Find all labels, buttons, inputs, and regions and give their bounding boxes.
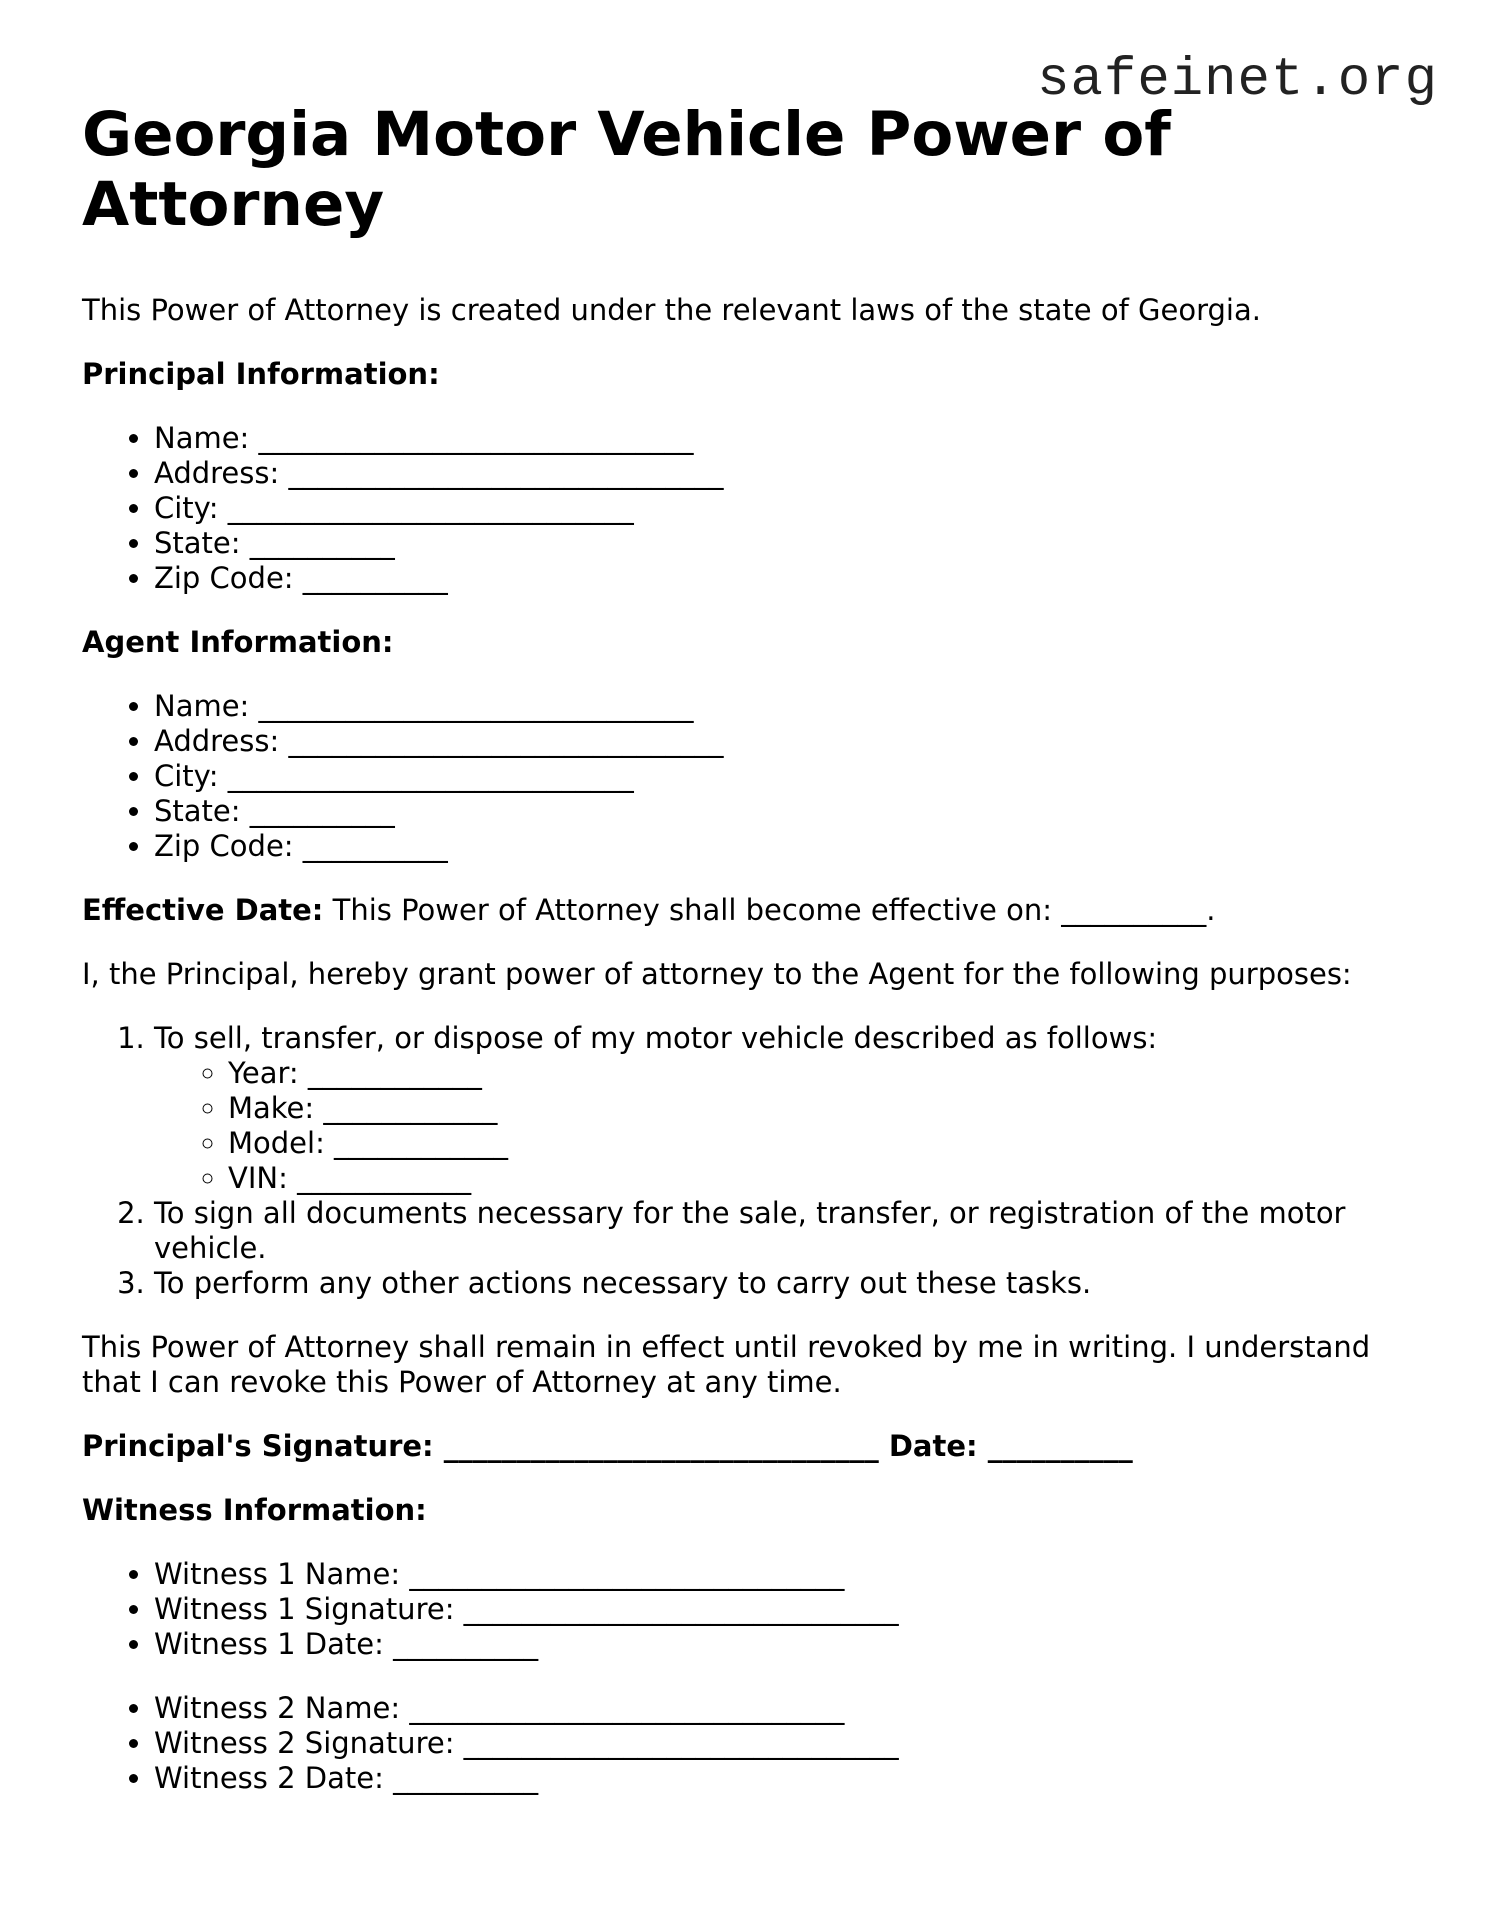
vehicle-year-field: ◦ Year: ____________ [228,1056,1412,1091]
vehicle-make-field: ◦ Make: ____________ [228,1091,1412,1126]
agent-name-field: • Name: ______________________________ [154,689,1412,724]
witness-heading: Witness Information: [82,1493,427,1527]
purpose-item-3: 3. To perform any other actions necessary to carry out these tasks. [154,1266,1412,1301]
witness-2-date-field: • Witness 2 Date: __________ [154,1761,1412,1796]
vehicle-model-field: ◦ Model: ____________ [228,1126,1412,1161]
witness-2-signature-field: • Witness 2 Signature: ______________________________ [154,1726,1412,1761]
vehicle-vin-field: ◦ VIN: ____________ [228,1161,1412,1196]
principal-fields [82,421,1412,596]
principal-state-field: • State: __________ [154,526,1412,561]
revocation-paragraph: This Power of Attorney shall remain in effect until revoked by me in writing. I understand that I can revoke this Power of Attorney at any time. [82,1330,1371,1399]
agent-city-field: • City: ____________________________ [154,759,1412,794]
principal-city-field: • City: ____________________________ [154,491,1412,526]
effective-date-paragraph [82,893,1412,928]
purpose-item-2: 2. To sign all documents necessary for the sale, transfer, or registration of the motor vehicle. [154,1196,1412,1266]
principal-address-field: • Address: ______________________________ [154,456,1412,491]
purpose-item-1-text: To sell, transfer, or dispose of my motor vehicle described as follows: [154,1021,1158,1055]
purposes-list [82,1021,1412,1301]
principal-heading: Principal Information: [82,357,440,391]
witness-2-fields [82,1691,1412,1796]
purpose-item-1 [154,1021,1412,1196]
grant-paragraph: I, the Principal, hereby grant power of attorney to the Agent for the following purposes: [82,957,1352,991]
witness-1-signature-field: • Witness 1 Signature: ______________________________ [154,1592,1412,1627]
agent-state-field: • State: __________ [154,794,1412,829]
document-page [82,100,1412,1796]
watermark: safeinet.org [1037,50,1438,111]
effective-date-text: This Power of Attorney shall become effective on: __________. [323,893,1216,927]
agent-address-field: • Address: ______________________________ [154,724,1412,759]
vehicle-details-list [154,1056,1412,1196]
effective-date-label: Effective Date: [82,893,324,927]
agent-heading: Agent Information: [82,625,394,659]
principal-signature-line: Principal's Signature: ______________________________ Date: __________ [82,1429,1133,1463]
witness-2-name-field: • Witness 2 Name: ______________________________ [154,1691,1412,1726]
witness-1-fields [82,1557,1412,1662]
intro-paragraph: This Power of Attorney is created under the relevant laws of the state of Georgia. [82,293,1261,327]
principal-zip-field: • Zip Code: __________ [154,561,1412,596]
principal-name-field: • Name: ______________________________ [154,421,1412,456]
agent-fields [82,689,1412,864]
witness-1-date-field: • Witness 1 Date: __________ [154,1627,1412,1662]
document-title: Georgia Motor Vehicle Power of Attorney [82,99,1171,240]
agent-zip-field: • Zip Code: __________ [154,829,1412,864]
witness-1-name-field: • Witness 1 Name: ______________________________ [154,1557,1412,1592]
